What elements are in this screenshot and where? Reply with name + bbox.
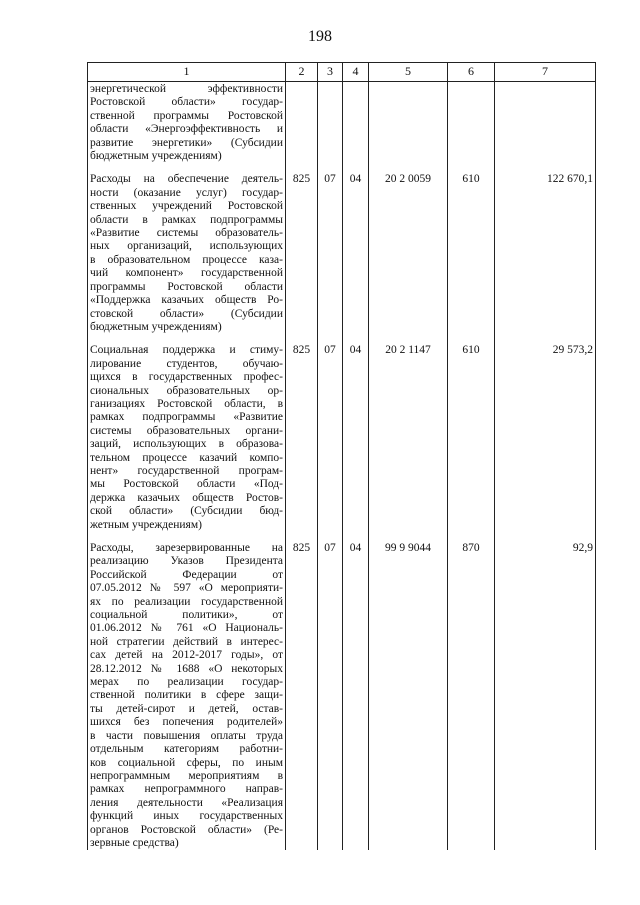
description-line: тельном процессе казачий компо-: [90, 451, 283, 464]
description-line: «Поддержка казачьих обществ Ро-: [90, 294, 283, 307]
row-description: [88, 82, 286, 164]
description-line: энергетической эффективности: [90, 83, 283, 95]
row-description: [88, 334, 286, 532]
expense-type-code: 870: [448, 532, 495, 850]
description-line: ной стратегии действий в интерес-: [90, 635, 283, 648]
row-description: [88, 163, 286, 334]
description-line: в образовательном процессе каза-: [90, 253, 283, 266]
description-line: ях по реализации государственной: [90, 595, 283, 608]
target-article-code: 20 2 1147: [369, 334, 448, 532]
description-line: ты детей-сирот и детей, остав-: [90, 702, 283, 715]
description-line: «Развитие системы образователь-: [90, 227, 283, 240]
ministry-code: 825: [286, 163, 318, 334]
header-col-4: 4: [343, 63, 369, 82]
description-line: реализацию Указов Президента: [90, 555, 283, 568]
description-line: нент» государственной програм-: [90, 464, 283, 477]
description-line: щихся в государственных профес-: [90, 371, 283, 384]
description-line: Российской Федерации от: [90, 568, 283, 581]
description-line: бюджетным учреждениям): [90, 320, 222, 333]
description-line: программы Ростовской области: [90, 280, 283, 293]
description-line: мы Ростовской области «Под-: [90, 478, 283, 491]
description-line: заций, использующих в образова-: [90, 438, 283, 451]
description-line: стовской области» (Субсидии: [90, 307, 283, 320]
description-line: в части повышения оплаты труда: [90, 729, 283, 742]
header-col-5: 5: [369, 63, 448, 82]
description-line: отдельным категориям работни-: [90, 743, 283, 756]
description-line: ков социальной сферы, по иным: [90, 756, 283, 769]
amount-value: [495, 82, 596, 164]
description-line: системы образовательных органи-: [90, 424, 283, 437]
subsection-code: 04: [343, 532, 369, 850]
description-line: ных организаций, использующих: [90, 240, 283, 253]
amount-value: 29 573,2: [495, 334, 596, 532]
description-line: ности (оказание услуг) государ-: [90, 186, 283, 199]
target-article-code: [369, 82, 448, 164]
description-line: развитие энергетики» (Субсидии: [90, 136, 283, 149]
description-line: ления деятельности «Реализация: [90, 796, 283, 809]
header-col-6: 6: [448, 63, 495, 82]
header-col-7: 7: [495, 63, 596, 82]
description-line: ской области» (Субсидии бюд-: [90, 505, 283, 518]
expense-type-code: 610: [448, 163, 495, 334]
description-line: органов Ростовской области» (Ре-: [90, 823, 283, 836]
description-line: бюджетным учреждениям): [90, 150, 222, 163]
description-line: рамках непрограммного направ-: [90, 783, 283, 796]
amount-value: 122 670,1: [495, 163, 596, 334]
budget-table: [87, 62, 596, 850]
table-row: [88, 334, 596, 532]
ministry-code: 825: [286, 334, 318, 532]
header-row: [88, 63, 596, 82]
section-code: 07: [318, 532, 343, 850]
header-col-1: 1: [88, 63, 286, 82]
page-number: 198: [308, 28, 332, 45]
description-line: 28.12.2012 № 1688 «О некоторых: [90, 662, 283, 675]
table-row: [88, 532, 596, 850]
description-line: сиональных образовательных ор-: [90, 384, 283, 397]
header-col-2: 2: [286, 63, 318, 82]
description-line: сах детей на 2012-2017 годы», от: [90, 649, 283, 662]
ministry-code: [286, 82, 318, 164]
description-line: ственной политики в сфере защи-: [90, 689, 283, 702]
table-row: [88, 82, 596, 164]
description-line: зервные средства): [90, 836, 179, 849]
description-line: функций иных государственных: [90, 810, 283, 823]
description-line: области в рамках подпрограммы: [90, 213, 283, 226]
description-line: 01.06.2012 № 761 «О Националь-: [90, 622, 283, 635]
target-article-code: 20 2 0059: [369, 163, 448, 334]
description-line: держка казачьих обществ Ростов-: [90, 491, 283, 504]
description-line: ственных учреждений Ростовской: [90, 200, 283, 213]
description-line: 07.05.2012 № 597 «О мероприяти-: [90, 582, 283, 595]
section-code: [318, 82, 343, 164]
description-line: социальной политики», от: [90, 609, 283, 622]
subsection-code: 04: [343, 334, 369, 532]
description-line: рамках подпрограммы «Развитие: [90, 411, 283, 424]
header-col-3: 3: [318, 63, 343, 82]
description-line: Расходы на обеспечение деятель-: [90, 173, 283, 186]
description-line: лирование студентов, обучаю-: [90, 357, 283, 370]
section-code: 07: [318, 334, 343, 532]
expense-type-code: [448, 82, 495, 164]
description-line: чий компонент» государственной: [90, 267, 283, 280]
row-description: [88, 532, 286, 850]
description-line: Расходы, зарезервированные на: [90, 542, 283, 554]
description-line: жетным учреждениям): [90, 518, 202, 531]
ministry-code: 825: [286, 532, 318, 850]
section-code: 07: [318, 163, 343, 334]
target-article-code: 99 9 9044: [369, 532, 448, 850]
description-line: мерах по реализации государ-: [90, 676, 283, 689]
description-line: непрограммным мероприятиям в: [90, 769, 283, 782]
description-line: ганизациях Ростовской области, в: [90, 397, 283, 410]
amount-value: 92,9: [495, 532, 596, 850]
description-line: Ростовской области» государ-: [90, 96, 283, 109]
description-line: ственной программы Ростовской: [90, 109, 283, 122]
subsection-code: 04: [343, 163, 369, 334]
description-line: области «Энергоэффективность и: [90, 123, 283, 136]
expense-type-code: 610: [448, 334, 495, 532]
description-line: Социальная поддержка и стиму-: [90, 344, 283, 357]
table-body: [88, 82, 596, 851]
subsection-code: [343, 82, 369, 164]
table-row: [88, 163, 596, 334]
description-line: шихся без попечения родителей»: [90, 716, 283, 729]
